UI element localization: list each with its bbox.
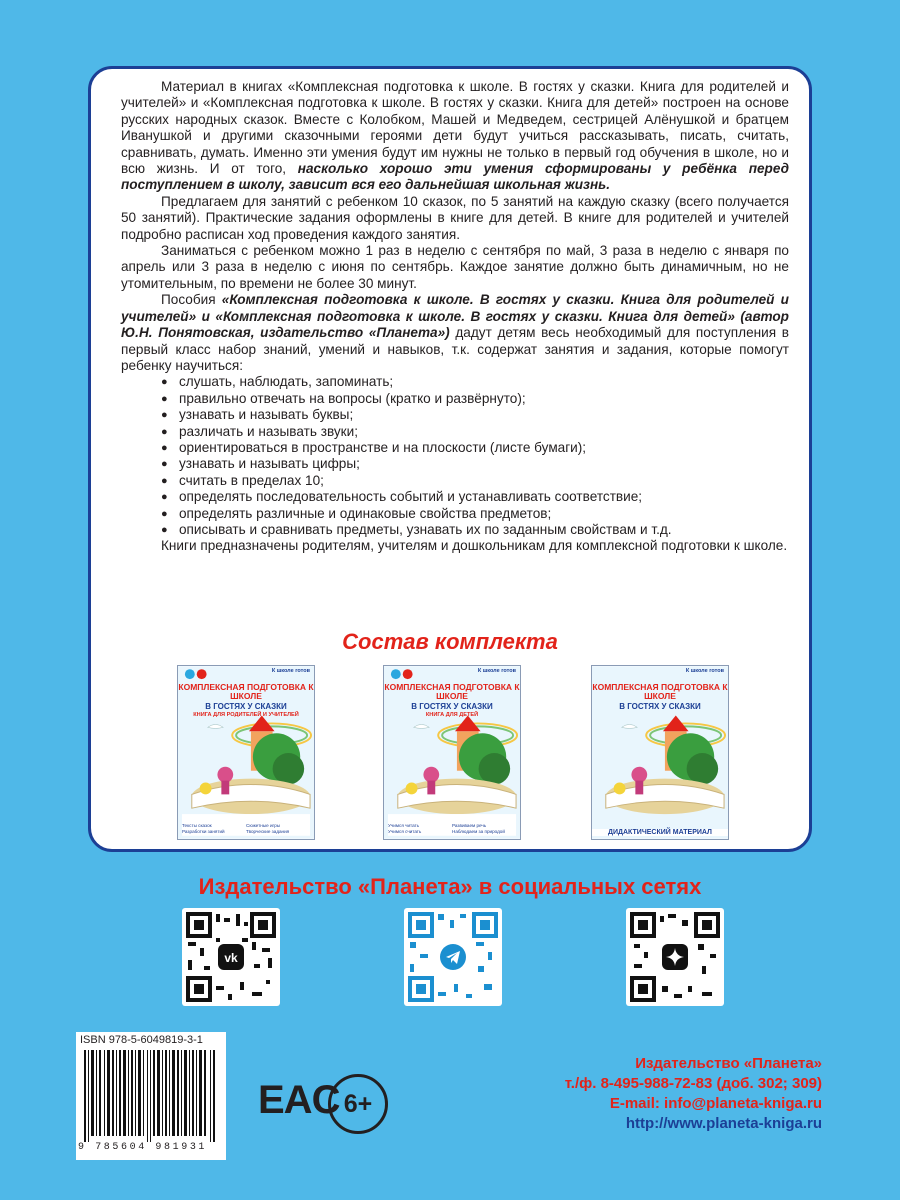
list-item: ● определять последовательность событий и устанавливать соответствие; — [161, 489, 789, 505]
publisher-phone: т./ф. 8-495-988-72-83 (доб. 302; 309) — [564, 1075, 822, 1092]
skills-list — [121, 374, 789, 538]
emphasis-text: насколько хорошо эти умения сформированы у ребёнка перед поступлением в школу, зависит вся его дальнейшая школьная жизнь. — [121, 161, 789, 193]
list-item: ● различать и называть звуки; — [161, 424, 789, 440]
book-subtitle: В ГОСТЯХ У СКАЗКИ — [619, 702, 701, 711]
description-text — [121, 79, 789, 555]
list-item: ● ориентироваться в пространстве и на плоскости (листе бумаги); — [161, 440, 789, 456]
barcode-digits: 9 785604 981931 — [78, 1142, 208, 1153]
kit-title: Состав комплекта — [342, 629, 558, 654]
social-title: Издательство «Планета» в социальных сетях — [198, 874, 702, 899]
barcode-icon — [84, 1050, 218, 1142]
paragraph-1: Материал в книгах «Комплексная подготовка к школе. В гостях у сказки. Книга для родителей и учителей» и «Комплексная подготовка к школе. В гостях у сказки. Книга для детей» построен на основе русских народных сказок. Вместе с Колобком, Машей и Медведем, сестрицей Алёнушкой и братцем Иванушкой и другими сказочными героями дети будут учиться рассказывать, писать, считать, сравнивать, думать. Именно эти умения будут им нужны не только в первый год обучения в школе, но и всю жизнь. И от того, насколько хорошо эти умения сформированы у ребёнка перед поступлением в школу, зависит вся его дальнейшая школьная жизнь. — [121, 79, 789, 193]
book-kind: КНИГА ДЛЯ РОДИТЕЛЕЙ И УЧИТЕЛЕЙ — [193, 712, 299, 718]
eac-mark: EAC — [258, 1078, 340, 1122]
paragraph-3: Заниматься с ребенком можно 1 раз в неделю с сентября по май, 3 раза в неделю с января по апрель или 3 раза в неделю с июня по сентябрь. Каждое занятие должно быть динамичным, но не утомительным, по времени не более 30 минут. — [121, 243, 789, 291]
feature-item: Тексты сказок — [182, 823, 212, 828]
publisher-name: Издательство «Планета» — [635, 1055, 822, 1072]
qr-code-telegram[interactable] — [404, 908, 502, 1006]
book-cover-didactic — [591, 665, 729, 840]
book-cover-parents — [177, 665, 315, 840]
qr-code-vk[interactable] — [182, 908, 280, 1006]
book-titles: «Комплексная подготовка к школе. В гостях у сказки. Книга для родителей и учителей» и «Комплексная подготовка к школе. В гостях у сказки. Книга для детей» (автор Ю.Н. Понятовская, издательство «Планета») — [121, 292, 789, 341]
vk-icon — [216, 942, 246, 972]
description-panel — [88, 66, 812, 852]
list-item: ● описывать и сравнивать предметы, узнавать их по заданным свойствам и т.д. — [161, 522, 789, 538]
book-title: КОМПЛЕКСНАЯ ПОДГОТОВКА К ШКОЛЕ — [384, 682, 520, 701]
isbn-barcode-block — [76, 1032, 226, 1160]
book-subtitle: В ГОСТЯХ У СКАЗКИ — [205, 702, 287, 711]
book-kind: ДИДАКТИЧЕСКИЙ МАТЕРИАЛ — [592, 829, 728, 836]
list-item: ● узнавать и называть цифры; — [161, 456, 789, 472]
series-label: К школе готов — [271, 668, 310, 674]
book-subtitle: В ГОСТЯХ У СКАЗКИ — [411, 702, 493, 711]
feature-item: Развиваем речь — [452, 823, 487, 828]
svg-text:vk: vk — [224, 951, 238, 965]
book-title: КОМПЛЕКСНАЯ ПОДГОТОВКА К ШКОЛЕ — [178, 682, 314, 701]
paragraph-4: Пособия «Комплексная подготовка к школе. В гостях у сказки. Книга для родителей и учителей» и «Комплексная подготовка к школе. В гостях у сказки. Книга для детей» (автор Ю.Н. Понятовская, издательство «Планета») дадут детям весь необходимый для поступления в первый класс набор знаний, умений и навыков, т.к. содержат занятия и задания, которые помогут ребенку научиться: — [121, 292, 789, 373]
book-cover-children — [383, 665, 521, 840]
list-item: ● слушать, наблюдать, запоминать; — [161, 374, 789, 390]
isbn-label: ISBN 978-5-6049819-3-1 — [80, 1034, 203, 1046]
paragraph-2: Предлагаем для занятий с ребенком 10 сказок, по 5 занятий на каждую сказку (всего получается 50 занятий). Практические задания оформлены в книге для детей. В книге для родителей и учителей подробно расписан ход проведения каждого занятия. — [121, 193, 789, 242]
telegram-icon — [438, 942, 468, 972]
list-item: ● правильно отвечать на вопросы (кратко и развёрнуто); — [161, 391, 789, 407]
publisher-website-link[interactable]: http://www.planeta-kniga.ru — [625, 1115, 822, 1132]
feature-item: Разработки занятий — [182, 829, 225, 834]
qr-code-dzen[interactable] — [626, 908, 724, 1006]
feature-item: Учимся считать — [388, 829, 422, 834]
feature-item: Учимся читать — [388, 823, 420, 828]
publisher-contacts — [565, 1054, 822, 1134]
feature-item: Сюжетные игры — [246, 823, 281, 828]
dzen-icon — [660, 942, 690, 972]
list-item: ● определять различные и одинаковые свойства предметов; — [161, 506, 789, 522]
book-features — [388, 823, 516, 835]
series-label: К школе готов — [477, 668, 516, 674]
book-features — [182, 823, 310, 835]
book-kind: КНИГА ДЛЯ ДЕТЕЙ — [425, 712, 479, 718]
age-rating-badge: 6+ — [328, 1074, 388, 1134]
feature-item: Творческие задания — [246, 829, 290, 834]
list-item: ● узнавать и называть буквы; — [161, 407, 789, 423]
feature-item: Наблюдаем за природой — [452, 829, 505, 834]
publisher-email[interactable]: E-mail: info@planeta-kniga.ru — [609, 1095, 822, 1112]
paragraph-5: Книги предназначены родителям, учителям и дошкольникам для комплексной подготовки к школе. — [161, 538, 788, 554]
book-title: КОМПЛЕКСНАЯ ПОДГОТОВКА К ШКОЛЕ — [592, 682, 728, 701]
series-label: К школе готов — [685, 668, 724, 674]
list-item: ● считать в пределах 10; — [161, 473, 789, 489]
